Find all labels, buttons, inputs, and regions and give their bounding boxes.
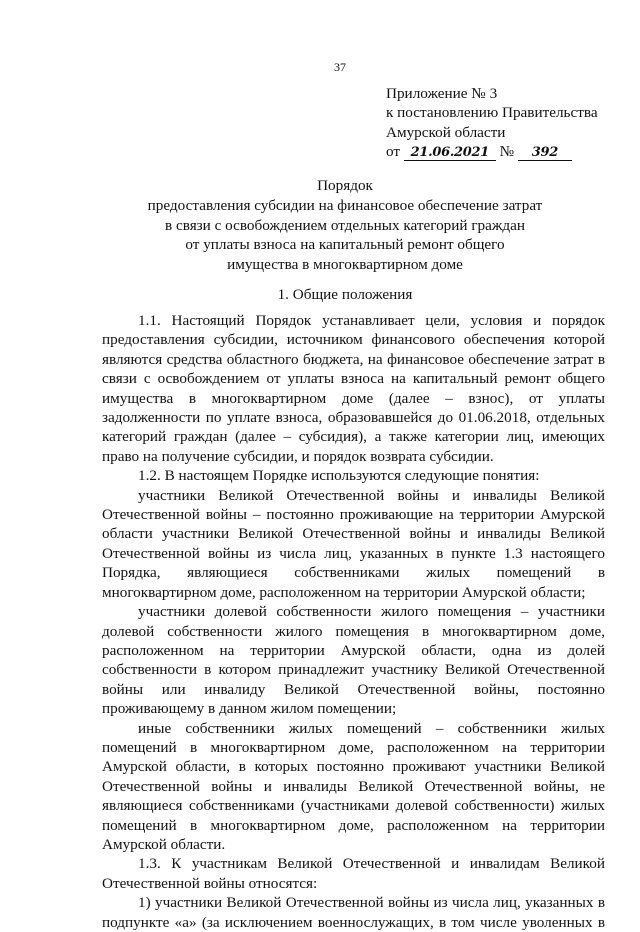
title-main: Порядок <box>317 177 373 194</box>
body-text <box>102 311 605 932</box>
paragraph: иные собственники жилых помещений – собственники жилых помещений в многоквартирном доме, расположенном на территории Амурской области, в которых постоянно проживают участники Великой Отечественной войны и инвалиды Великой Отечественной войны, не являющиеся собственниками (участниками долевой собственности) жилых помещений в многоквартирном доме, расположенном на территории Амурской области. <box>102 719 605 853</box>
appendix-header <box>386 84 626 162</box>
document-title <box>120 176 570 274</box>
paragraph: 1) участники Великой Отечественной войны из числа лиц, указанных в подпункте «а» (за исключением военнослужащих, в том числе уволенных в <box>102 894 605 931</box>
paragraph: участники Великой Отечественной войны и инвалиды Великой Отечественной войны – постоянно проживающие на территории Амурской области участники Великой Отечественной войны и инвалиды Великой Отечественной войны из числа лиц, указанных в пункте 1.3 настоящего Порядка, являющиеся собственниками жилых помещений в многоквартирном доме, расположенном на территории Амурской области; <box>102 486 605 601</box>
title-line: в связи с освобождением отдельных категорий граждан <box>165 216 525 234</box>
appendix-line: Амурской области <box>386 123 506 141</box>
handwritten-date: 21.06.2021 <box>404 145 496 161</box>
title-line: от уплаты взноса на капитальный ремонт общего <box>185 236 505 254</box>
appendix-line: к постановлению Правительства <box>386 104 598 122</box>
number-label: № <box>499 143 515 161</box>
appendix-line: Приложение № 3 <box>386 85 498 102</box>
from-label: от <box>386 143 401 161</box>
handwritten-number: 392 <box>518 145 572 161</box>
title-line: имущества в многоквартирном доме <box>227 255 463 273</box>
paragraph: участники долевой собственности жилого помещения – участники долевой собственности жилого помещения в многоквартирном доме, расположенном на территории Амурской области, одна из долей собственности в котором принадлежит участнику Великой Отечественной войны или инвалиду Великой Отечественной войны, постоянно проживающему в данном жилом помещении; <box>102 603 605 718</box>
section-heading: 1. Общие положения <box>277 286 413 303</box>
paragraph: 1.3. К участникам Великой Отечественной и инвалидам Великой Отечественной войны относятся: <box>102 855 605 892</box>
paragraph: 1.1. Настоящий Порядок устанавливает цели, условия и порядок предоставления субсидии, источником финансового обеспечения которой являются средства областного бюджета, на финансовое обеспечение затрат в связи с освобождением от уплаты взноса на капитальный ремонт общего имущества в многоквартирном доме (далее – взнос), от уплаты задолженности по уплате взноса, образовавшейся до 01.06.2018, отдельных категорий граждан (далее – субсидия), а также категории лиц, имеющих право на получение субсидии, и порядок возврата субсидии. <box>102 312 605 465</box>
paragraph: 1.2. В настоящем Порядке используются следующие понятия: <box>138 467 540 485</box>
appendix-date-line <box>386 142 626 161</box>
title-line: предоставления субсидии на финансовое обеспечение затрат <box>147 197 543 215</box>
page-number: 37 <box>334 60 346 74</box>
